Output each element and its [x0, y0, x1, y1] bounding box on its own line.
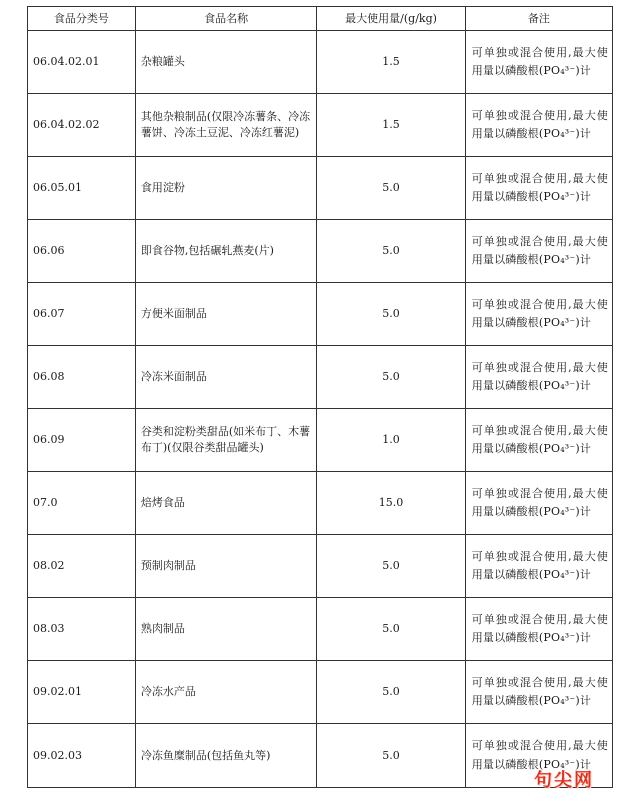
cell-note: 可单独或混合使用,最大使用量以磷酸根(PO₄³⁻)计 [465, 31, 612, 94]
cell-code: 06.05.01 [28, 157, 136, 220]
cell-name: 即食谷物,包括碾轧燕麦(片) [135, 220, 317, 283]
cell-note: 可单独或混合使用,最大使用量以磷酸根(PO₄³⁻)计 [465, 472, 612, 535]
cell-code: 07.0 [28, 472, 136, 535]
cell-max-usage: 5.0 [317, 157, 465, 220]
cell-name: 熟肉制品 [135, 598, 317, 661]
cell-note: 可单独或混合使用,最大使用量以磷酸根(PO₄³⁻)计 [465, 346, 612, 409]
cell-max-usage: 15.0 [317, 472, 465, 535]
cell-note: 可单独或混合使用,最大使用量以磷酸根(PO₄³⁻)计 [465, 220, 612, 283]
table-row [28, 661, 613, 724]
cell-code: 06.04.02.02 [28, 94, 136, 157]
cell-max-usage: 5.0 [317, 535, 465, 598]
cell-name: 谷类和淀粉类甜品(如米布丁、木薯布丁)(仅限谷类甜品罐头) [135, 409, 317, 472]
cell-max-usage: 5.0 [317, 598, 465, 661]
cell-max-usage: 1.0 [317, 409, 465, 472]
cell-code: 06.09 [28, 409, 136, 472]
table-row [28, 94, 613, 157]
header-code: 食品分类号 [28, 7, 136, 31]
cell-name: 冷冻水产品 [135, 661, 317, 724]
table-row [28, 598, 613, 661]
header-name: 食品名称 [135, 7, 317, 31]
watermark-logo: 句尖网 [534, 770, 594, 791]
cell-name: 冷冻鱼糜制品(包括鱼丸等) [135, 724, 317, 788]
table-header-row [28, 7, 613, 31]
cell-max-usage: 5.0 [317, 220, 465, 283]
cell-max-usage: 5.0 [317, 661, 465, 724]
header-max-usage: 最大使用量/(g/kg) [317, 7, 465, 31]
cell-name: 方便米面制品 [135, 283, 317, 346]
cell-note: 可单独或混合使用,最大使用量以磷酸根(PO₄³⁻)计 [465, 283, 612, 346]
cell-name: 杂粮罐头 [135, 31, 317, 94]
cell-code: 08.03 [28, 598, 136, 661]
cell-note: 可单独或混合使用,最大使用量以磷酸根(PO₄³⁻)计 [465, 94, 612, 157]
cell-name: 预制肉制品 [135, 535, 317, 598]
cell-name: 焙烤食品 [135, 472, 317, 535]
cell-note: 可单独或混合使用,最大使用量以磷酸根(PO₄³⁻)计 [465, 598, 612, 661]
cell-max-usage: 5.0 [317, 346, 465, 409]
cell-name: 冷冻米面制品 [135, 346, 317, 409]
table-row [28, 535, 613, 598]
table-row [28, 283, 613, 346]
cell-code: 09.02.01 [28, 661, 136, 724]
cell-code: 06.04.02.01 [28, 31, 136, 94]
cell-note: 可单独或混合使用,最大使用量以磷酸根(PO₄³⁻)计 [465, 724, 612, 788]
table-row [28, 31, 613, 94]
food-additive-table [27, 6, 613, 788]
cell-name: 食用淀粉 [135, 157, 317, 220]
cell-name: 其他杂粮制品(仅限冷冻薯条、冷冻薯饼、冷冻土豆泥、冷冻红薯泥) [135, 94, 317, 157]
cell-note: 可单独或混合使用,最大使用量以磷酸根(PO₄³⁻)计 [465, 535, 612, 598]
cell-max-usage: 1.5 [317, 94, 465, 157]
table-row [28, 346, 613, 409]
cell-max-usage: 5.0 [317, 283, 465, 346]
table-row [28, 724, 613, 788]
cell-note: 可单独或混合使用,最大使用量以磷酸根(PO₄³⁻)计 [465, 157, 612, 220]
table-row [28, 157, 613, 220]
cell-max-usage: 1.5 [317, 31, 465, 94]
cell-code: 09.02.03 [28, 724, 136, 788]
cell-code: 06.06 [28, 220, 136, 283]
cell-code: 06.07 [28, 283, 136, 346]
cell-code: 06.08 [28, 346, 136, 409]
cell-code: 08.02 [28, 535, 136, 598]
cell-note: 可单独或混合使用,最大使用量以磷酸根(PO₄³⁻)计 [465, 409, 612, 472]
cell-max-usage: 5.0 [317, 724, 465, 788]
header-note: 备注 [465, 7, 612, 31]
table-row [28, 472, 613, 535]
cell-note: 可单独或混合使用,最大使用量以磷酸根(PO₄³⁻)计 [465, 661, 612, 724]
table-row [28, 220, 613, 283]
table-row [28, 409, 613, 472]
